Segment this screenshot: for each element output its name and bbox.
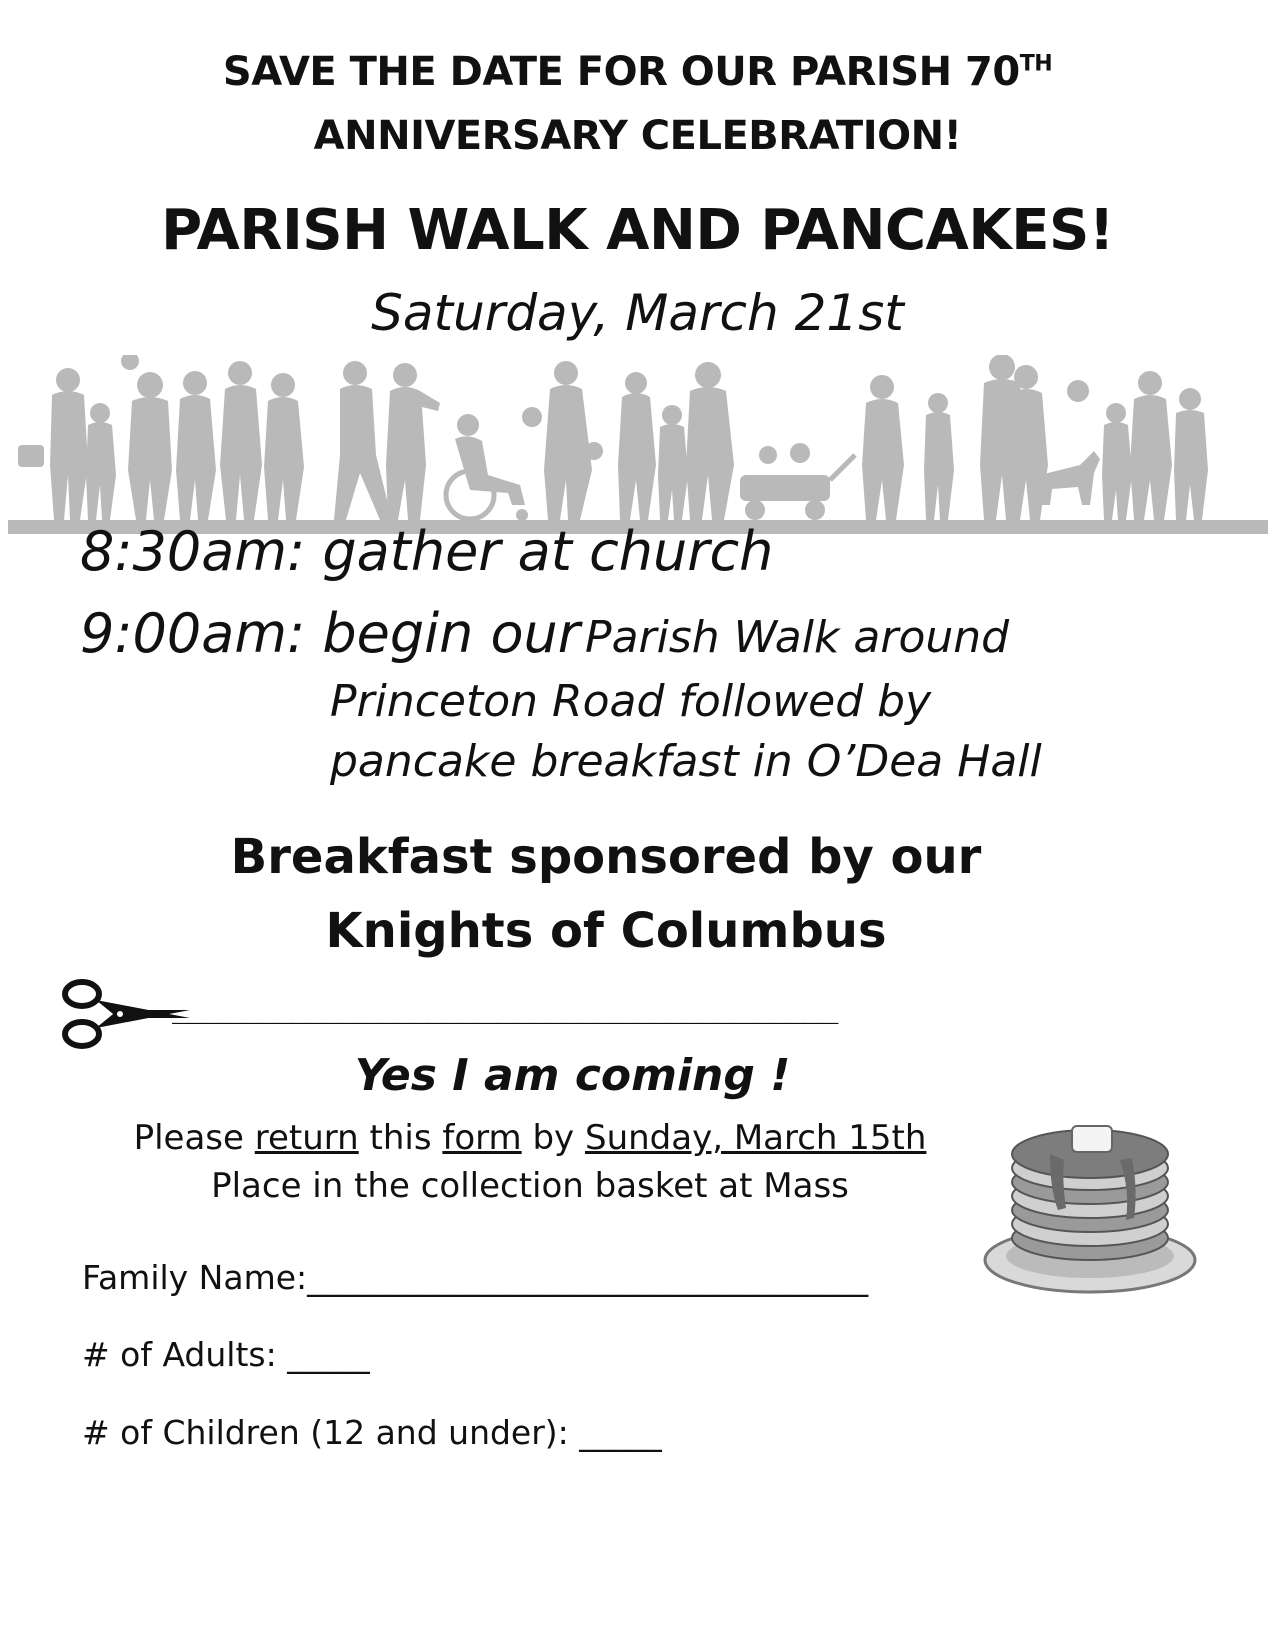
rsvp-instructions	[0, 1114, 1060, 1210]
walking-crowd-silhouette	[0, 355, 1275, 540]
event-date: Saturday, March 21st	[371, 284, 904, 342]
pancake-stack-icon	[980, 1100, 1200, 1300]
rsvp-heading: Yes I am coming !	[354, 1050, 791, 1101]
rsvp-return-line: Please return this form by Sunday, March 15th	[133, 1118, 927, 1158]
children-count-field[interactable]: # of Children (12 and under): _____	[82, 1413, 662, 1452]
schedule-gather: 8:30am: gather at church	[80, 520, 774, 583]
family-name-field[interactable]: Family Name:__________________________________	[82, 1258, 869, 1297]
adults-count-field[interactable]: # of Adults: _____	[82, 1335, 370, 1374]
save-the-date-line1: SAVE THE DATE FOR OUR PARISH 70TH	[222, 49, 1053, 95]
schedule-walk-line3: pancake breakfast in O’Dea Hall	[330, 736, 1042, 787]
save-the-date-line2: ANNIVERSARY CELEBRATION!	[313, 113, 962, 159]
schedule-walk-line2: Princeton Road followed by	[330, 676, 932, 727]
event-title: PARISH WALK AND PANCAKES!	[161, 198, 1114, 263]
schedule-walk-line1: 9:00am: begin our Parish Walk around	[80, 602, 1010, 665]
rsvp-place-line: Place in the collection basket at Mass	[211, 1166, 849, 1206]
sponsor-block	[0, 820, 1212, 968]
walker-figures	[18, 355, 1208, 521]
sponsor-line2: Knights of Columbus	[325, 903, 887, 959]
sponsor-line1: Breakfast sponsored by our	[230, 829, 982, 885]
cut-line: _______________________________________	[172, 990, 838, 1025]
save-the-date-heading	[0, 40, 1275, 168]
